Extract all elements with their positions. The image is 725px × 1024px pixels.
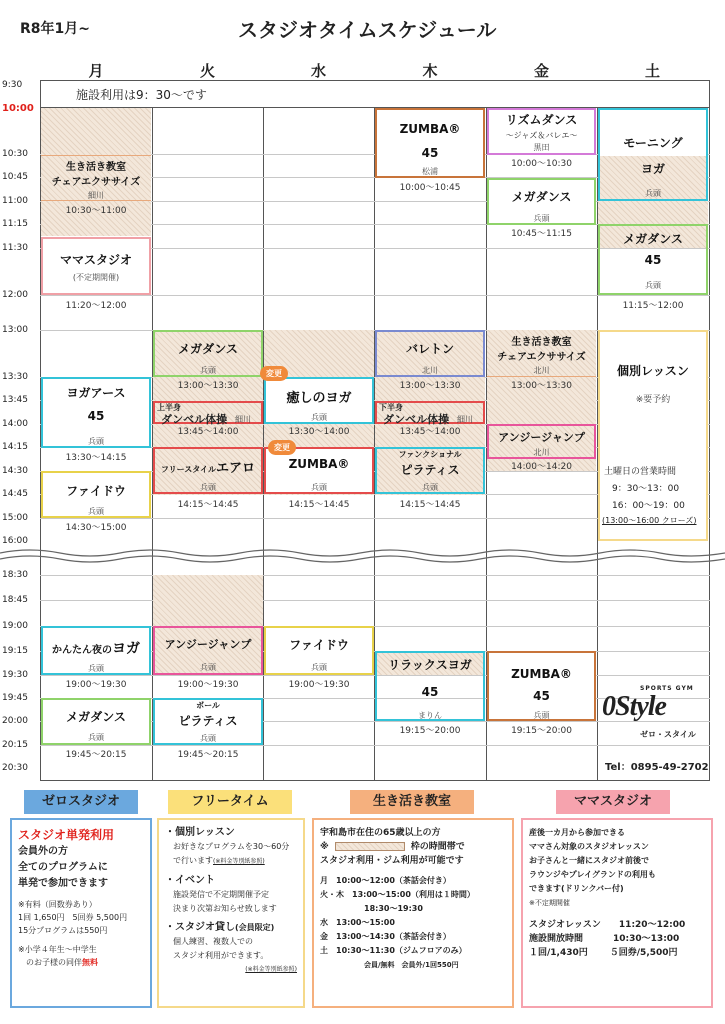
class-time: 19:00～19:30	[177, 680, 239, 690]
class-time: 13:30～14:15	[65, 453, 127, 463]
time-label: 13:00	[2, 325, 28, 335]
class-time: 13:45～14:00	[177, 427, 239, 437]
class-name: ピラティス	[400, 463, 460, 477]
mama-note: ※不定期開催	[529, 899, 570, 907]
class-fri-megadance[interactable]	[487, 178, 596, 225]
class-prefix: ボール	[196, 701, 220, 710]
mama-lesson-time: 11:20～12:00	[618, 920, 686, 930]
class-name: 生き活き教室	[511, 337, 572, 348]
class-time: 13:00～13:30	[177, 381, 239, 391]
zero-price: 15分プログラムは550円	[18, 926, 108, 935]
instructor: 兵頭	[88, 733, 104, 742]
time-label: 19:45	[2, 693, 28, 703]
ikiiki-schedule: 水 13:00～15:00	[320, 918, 395, 927]
class-name: ヨガ	[112, 641, 140, 657]
class-time: 10:30～11:00	[65, 206, 127, 216]
class-note: ～ジャズ＆バレエ～	[505, 131, 578, 140]
class-name: ZUMBA®	[399, 122, 461, 136]
free-text: お好きなプログラムを30～60分	[173, 842, 290, 851]
day-tue: 火	[199, 62, 215, 80]
class-duration: 45	[533, 689, 550, 703]
time-label: 18:45	[2, 595, 28, 605]
mama-price: ５回券/5,500円	[609, 948, 678, 958]
class-duration: 45	[644, 253, 662, 267]
mama-text: できます(ドリンクバー付)	[529, 884, 624, 893]
class-time: 19:00～19:30	[65, 680, 127, 690]
ikiiki-text: スタジオ利用・ジム利用が可能です	[320, 856, 464, 866]
logo-kana: ゼロ・スタイル	[640, 730, 696, 739]
class-fri-rhythm[interactable]	[487, 108, 596, 155]
time-label: 11:30	[2, 243, 28, 253]
ikiiki-text: ※	[320, 842, 329, 852]
instructor: 兵頭	[88, 664, 104, 673]
free-text: で行います	[173, 856, 213, 865]
instructor: 松浦	[422, 167, 438, 176]
time-label: 12:00	[2, 290, 28, 300]
class-name: メガダンス	[623, 232, 683, 246]
class-time: 10:00～10:45	[399, 183, 461, 193]
zero-text: 全てのプログラムに	[18, 862, 108, 873]
ikiiki-schedule: 18:30～19:30	[364, 904, 423, 913]
ikiiki-schedule: 金 13:00～14:30（茶話会付き）	[320, 932, 451, 941]
class-name: ZUMBA®	[288, 457, 350, 471]
class-time: 14:15～14:45	[288, 500, 350, 510]
class-name: ママスタジオ	[59, 253, 132, 267]
changed-badge: 変更	[268, 440, 296, 455]
mama-text: ママさん対象のスタジオレッスン	[529, 842, 649, 851]
instructor: 兵頭	[200, 483, 216, 492]
instructor: 兵頭	[645, 189, 661, 198]
class-name: モーニング	[623, 136, 683, 150]
free-text: 個人練習、複数人での	[173, 937, 253, 946]
time-label: 10:30	[2, 149, 28, 159]
class-time: 19:00～19:30	[288, 680, 350, 690]
time-label: 19:00	[2, 621, 28, 631]
class-name: 生き活き教室	[66, 162, 126, 173]
class-name: ヨガアース	[66, 386, 126, 400]
class-prefix: 下半身	[379, 403, 403, 412]
period-label: R8年1月~	[20, 21, 90, 37]
instructor: 北川	[533, 448, 550, 457]
class-tue-pilates[interactable]	[153, 698, 263, 745]
ikiiki-header: 生き活き教室	[350, 790, 474, 814]
time-label: 19:15	[2, 646, 28, 656]
class-name: メガダンス	[511, 190, 572, 204]
class-time: 13:00～13:30	[511, 381, 572, 391]
class-time: 19:15～20:00	[399, 726, 461, 736]
class-time: 14:15～14:45	[177, 500, 239, 510]
instructor: 兵頭	[88, 507, 104, 516]
class-time: 11:15～12:00	[622, 301, 684, 311]
class-time: 13:45～14:00	[399, 427, 461, 437]
free-note: (会員限定)	[235, 923, 275, 932]
class-sat-morningyoga[interactable]	[598, 108, 708, 201]
logo-mark: 0Style	[602, 691, 666, 722]
ikiiki-schedule: 月 10:00～12:00（茶話会付き）	[320, 876, 451, 885]
class-tue-megadance[interactable]	[153, 330, 263, 377]
class-name: ピラティス	[178, 714, 238, 728]
zero-text: 会員外の方	[18, 846, 68, 857]
day-fri: 金	[533, 62, 549, 80]
mama-text: お子さんと一緒にスタジオ前後で	[529, 856, 649, 865]
ikiiki-price: 会員/無料 会員外/1回550円	[364, 961, 459, 969]
logo	[600, 685, 708, 745]
class-duration: 45	[421, 685, 439, 699]
instructor: 兵頭	[645, 281, 661, 290]
mama-text: ラウンジやプレイグランドの利用も	[529, 870, 656, 879]
time-label: 13:30	[2, 372, 28, 382]
instructor: 兵頭	[311, 413, 327, 422]
zero-kids: のお子様の同伴	[26, 958, 82, 967]
class-prefix: ファンクショナル	[398, 450, 462, 459]
class-mon-fidow[interactable]	[41, 471, 151, 518]
class-name: アンジージャンプ	[498, 431, 585, 444]
instructor: 兵頭	[200, 734, 216, 743]
zero-price: ※有料（回数券あり）	[18, 900, 97, 909]
mama-price: １回/1,430円	[529, 948, 588, 958]
time-label: 13:45	[2, 395, 28, 405]
class-name: エアロ	[216, 461, 256, 476]
time-label: 9:30	[2, 80, 23, 90]
class-name: アンジージャンプ	[164, 638, 252, 651]
class-note: (不定期開催)	[72, 273, 120, 282]
class-name: バレトン	[405, 342, 454, 356]
class-name: ZUMBA®	[511, 667, 572, 681]
class-time: 10:00～10:30	[511, 159, 572, 169]
time-break-wave	[0, 545, 725, 567]
instructor: 兵頭	[200, 663, 216, 672]
class-thu-zumba[interactable]	[375, 108, 485, 178]
ikiiki-text: 枠の時間帯で	[410, 842, 465, 852]
instructor: まりん	[418, 711, 442, 720]
class-sat-private[interactable]	[598, 330, 708, 541]
class-sat-megadance[interactable]	[598, 224, 708, 295]
class-tue-dumbbell[interactable]	[153, 401, 263, 424]
day-thu: 木	[422, 62, 438, 80]
zero-text: 単発で参加できます	[18, 878, 108, 889]
instructor: 兵頭	[533, 214, 550, 223]
time-label: 14:30	[2, 466, 28, 476]
class-name: リズムダンス	[505, 113, 578, 127]
free-note: (※料金等別紙参照)	[213, 858, 265, 865]
free-text: 施設発信で不定期開催予定	[173, 890, 269, 899]
class-time: 14:00～14:20	[511, 462, 572, 472]
class-name: 癒しのヨガ	[286, 391, 352, 406]
day-mon: 月	[88, 62, 104, 80]
free-text: 決まり次第お知らせ致します	[173, 904, 277, 913]
page-title: スタジオタイムスケジュール	[238, 18, 497, 42]
time-label: 14:45	[2, 489, 28, 499]
saturday-hours-title: 土曜日の営業時間	[604, 467, 677, 477]
class-thu-relaxyoga[interactable]	[375, 651, 485, 721]
instructor: 兵頭	[200, 366, 216, 375]
class-wed-fidow[interactable]	[264, 626, 374, 675]
mama-studio-box	[521, 818, 713, 1008]
time-label: 19:30	[2, 670, 28, 680]
time-label: 14:15	[2, 442, 28, 452]
class-time: 14:15～14:45	[399, 500, 461, 510]
class-fri-angie[interactable]	[487, 424, 596, 459]
class-name: ダンベル体操	[161, 413, 228, 426]
class-time: 19:45～20:15	[65, 750, 127, 760]
class-prefix: フリースタイル	[160, 465, 217, 474]
class-tue-angie[interactable]	[153, 626, 263, 675]
phone-number[interactable]: Tel：0895-49-2702	[605, 762, 709, 773]
class-name: チェアエクササイズ	[51, 177, 141, 188]
ikiiki-schedule: 土 10:30～11:30（ジムフロアのみ）	[320, 946, 467, 955]
instructor: 兵頭	[422, 483, 438, 492]
class-time: 19:15～20:00	[511, 726, 572, 736]
instructor: 細川	[235, 415, 251, 424]
class-name: メガダンス	[66, 710, 126, 724]
zero-price: 1回 1,650円 5回券 5,500円	[18, 913, 128, 922]
class-name: リラックスヨガ	[388, 658, 472, 672]
saturday-closed: (13:00～16:00 クローズ)	[602, 516, 697, 525]
mama-open: 施設開放時間	[529, 934, 584, 944]
time-label: 11:00	[2, 196, 28, 206]
class-tue-aero[interactable]	[153, 447, 263, 494]
free-time-box	[157, 818, 305, 1008]
mama-studio-header: ママスタジオ	[556, 790, 670, 814]
class-time: 13:00～13:30	[399, 381, 461, 391]
day-sat: 土	[644, 62, 660, 80]
time-label: 20:15	[2, 740, 28, 750]
class-name: かんたん夜の	[52, 645, 112, 656]
class-wed-healyoga[interactable]	[264, 377, 374, 424]
class-name: メガダンス	[178, 342, 238, 356]
mama-open-time: 10:30～13:00	[613, 934, 680, 944]
ikiiki-schedule: 火・木 13:00～15:00（利用は１時間）	[320, 890, 475, 899]
instructor: 兵頭	[533, 711, 550, 720]
class-fri-chair[interactable]	[487, 331, 596, 377]
class-name: 個別レッスン	[617, 364, 689, 378]
time-label: 15:00	[2, 513, 28, 523]
class-prefix: 上半身	[157, 403, 181, 412]
time-label: 20:30	[2, 763, 28, 773]
time-label: 14:00	[2, 419, 28, 429]
zero-kids: ※小学４年生～中学生	[18, 945, 97, 954]
class-mon-megadance[interactable]	[41, 698, 151, 745]
class-mon-yogaearth[interactable]	[41, 377, 151, 448]
time-label: 16:00	[2, 536, 28, 546]
class-name: ファイドウ	[289, 638, 349, 652]
class-fri-zumba[interactable]	[487, 651, 596, 721]
class-mon-mama[interactable]	[41, 237, 151, 295]
instructor: 細川	[457, 415, 473, 424]
class-name: ファイドウ	[66, 484, 126, 498]
class-thu-pilates[interactable]	[375, 447, 485, 494]
class-time: 10:45～11:15	[511, 229, 572, 239]
class-time: 11:20～12:00	[65, 301, 127, 311]
free-time-header: フリータイム	[168, 790, 292, 814]
logo-tag: SPORTS GYM	[640, 685, 694, 692]
class-name: ヨガ	[640, 162, 665, 176]
free-item: ・個別レッスン	[165, 827, 235, 838]
ikiiki-text: 宇和島市在住の65歳以上の方	[320, 828, 441, 838]
class-time: 13:30～14:00	[288, 427, 350, 437]
instructor: 北川	[533, 366, 550, 375]
class-duration: 45	[87, 409, 105, 423]
mama-text: 産後一カ月から参加できる	[529, 828, 625, 837]
instructor: 細川	[88, 191, 104, 200]
class-mon-nightyoga[interactable]	[41, 626, 151, 675]
free-item: ・イベント	[165, 875, 215, 886]
time-label: 20:00	[2, 716, 28, 726]
zero-studio-box	[10, 818, 152, 1008]
mama-lesson: スタジオレッスン	[529, 920, 601, 930]
class-mon-chair[interactable]	[41, 155, 151, 201]
class-name: ダンベル体操	[383, 413, 450, 426]
facility-notice: 施設利用は9：30～です	[76, 88, 207, 102]
time-label: 11:15	[2, 219, 28, 229]
free-text: スタジオ利用ができます。	[173, 951, 269, 960]
zero-studio-header: ゼロスタジオ	[24, 790, 138, 814]
zero-kids-free: 無料	[82, 958, 98, 967]
class-time: 14:30～15:00	[65, 523, 127, 533]
class-thu-barreton[interactable]	[375, 330, 485, 377]
saturday-hours: 16：00～19：00	[612, 501, 685, 511]
saturday-hours: 9：30～13：00	[612, 484, 680, 494]
class-note: ※要予約	[635, 395, 671, 405]
free-item: ・スタジオ貸し	[165, 922, 235, 933]
hatched-legend	[335, 842, 405, 851]
class-name: チェアエクササイズ	[497, 352, 586, 363]
free-note: (※料金等別紙参照)	[245, 966, 297, 973]
class-thu-dumbbell[interactable]	[375, 401, 485, 424]
instructor: 兵頭	[311, 483, 327, 492]
day-wed: 水	[310, 62, 326, 80]
instructor: 兵頭	[311, 663, 327, 672]
class-time: 19:45～20:15	[177, 750, 239, 760]
instructor: 黒田	[533, 143, 550, 152]
zero-title: スタジオ単発利用	[18, 828, 115, 842]
instructor: 北川	[422, 366, 438, 375]
time-label: 10:00	[2, 103, 34, 114]
changed-badge: 変更	[260, 366, 288, 381]
ikiiki-box	[312, 818, 514, 1008]
time-label: 10:45	[2, 172, 28, 182]
instructor: 兵頭	[88, 437, 104, 446]
class-duration: 45	[421, 146, 439, 160]
time-label: 18:30	[2, 570, 28, 580]
